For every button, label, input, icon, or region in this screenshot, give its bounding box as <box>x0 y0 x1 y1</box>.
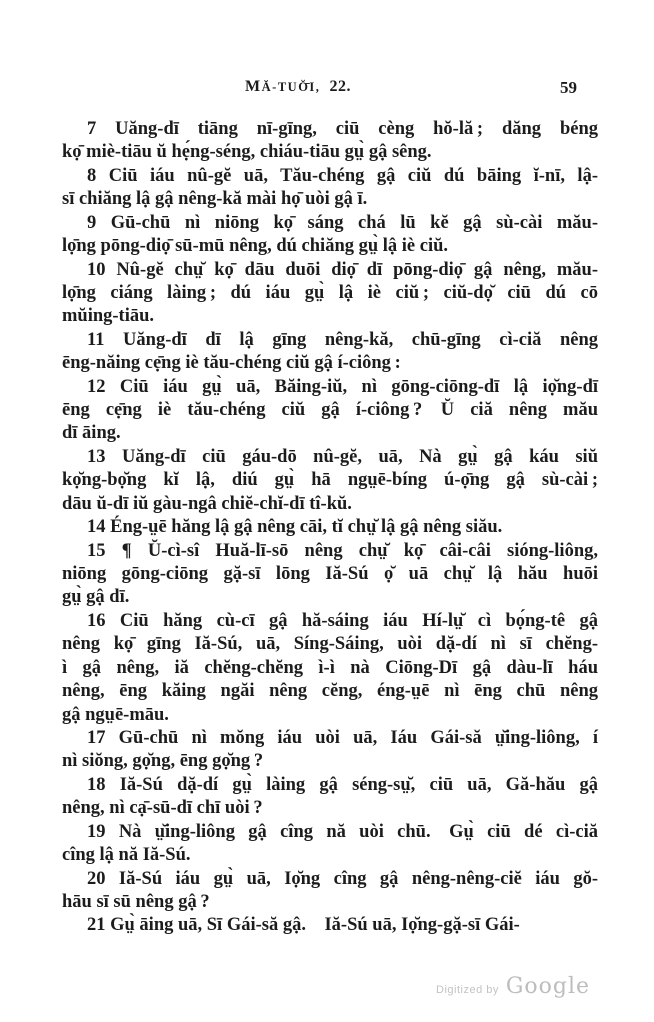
verse-paragraph <box>62 446 598 516</box>
verse-paragraph <box>62 914 598 937</box>
verse-paragraph <box>62 516 598 539</box>
text-line: 19 Nà ṳ̆ing-liông gậ cîng nă uòi chū. Gṳ̀ ciū dé cì-ciă <box>87 821 598 842</box>
verse-paragraph <box>62 259 598 329</box>
text-line: 15 ¶ Ŭ-cì-sî Huă-lī-sō nêng chṳ̆ kọ̄ câi-câi sióng-liông, <box>87 540 598 561</box>
text-line: kọ̄ miè-tiāu ŭ hẹ́ng-séng, chiáu-tiāu gṳ̀ gậ sêng. <box>62 142 432 163</box>
text-line: niōng gōng-ciōng gặ-sī lōng Iă-Sú ọ̆ uā chṳ̆ lậ hău huōi <box>62 564 598 585</box>
verse-paragraph <box>62 727 598 774</box>
verse-paragraph <box>62 774 598 821</box>
verse-paragraph <box>62 376 598 446</box>
text-line: nêng, ēng kăing ngăi nêng cĕng, éng-ṳē nì ēng chū nêng <box>62 681 598 702</box>
text-line: hāu sī sū nêng gậ ? <box>62 891 210 912</box>
text-line: 7 Uăng-dī tiāng nī-gīng, ciū cèng hŏ-lă ; dăng béng <box>87 119 598 139</box>
text-line: ēng cẹ̄ng iè tău-chéng ciŭ gậ í-ciông ? Ŭ ciă nêng mău <box>62 400 598 421</box>
text-line: 17 Gū-chū nì mŏng iáu uòi uā, Iáu Gái-să ṳ̆ing-liông, í <box>87 727 598 748</box>
text-line: cîng lậ nă Iă-Sú. <box>62 845 191 866</box>
book-title-initial: M <box>245 78 262 95</box>
text-line: ēng-năing cẹ̄ng iè tău-chéng ciŭ gậ í-ciông : <box>62 353 401 374</box>
text-line: kọ̆ng-bọ̆ng kĭ lậ, diú gṳ̀ hā ngṳē-bíng ú-ọ̄ng gậ sù-cài ; <box>62 470 598 491</box>
text-line: 10 Nû-gĕ chṳ̆ kọ̄ dāu duōi diọ̄ dī pōng-diọ̄ gậ nêng, mău- <box>87 259 598 280</box>
text-line: 8 Ciū iáu nû-gĕ uā, Tău-chéng gậ ciŭ dú bāing ĭ-nī, lậ- <box>87 165 598 186</box>
text-line: nêng, nì cạ̄-sū-dī chī uòi ? <box>62 798 263 819</box>
text-line: 11 Uăng-dī dī lậ gīng nêng-kă, chū-gīng cì-ciă nêng <box>87 329 598 350</box>
text-line: gậ ngṳē-māu. <box>62 704 169 725</box>
text-line: 9 Gū-chū nì niōng kọ̄ sáng chá lū kĕ gậ sù-cài mău- <box>87 212 598 233</box>
verse-paragraph <box>62 165 598 212</box>
text-line: 12 Ciū iáu gṳ̀ uā, Băing-iŭ, nì gōng-ciōng-dī lậ iọ̆ng-dī <box>87 376 598 397</box>
text-line: gṳ̀ gậ dī. <box>62 587 130 608</box>
text-line: 16 Ciū hăng cù-cī gậ hă-sáing iáu Hí-lṳ̆ cì bọ́ng-tê gậ <box>87 610 598 631</box>
verse-paragraph <box>62 821 598 868</box>
chapter-number: 22. <box>329 78 351 95</box>
verse-paragraph <box>62 610 598 727</box>
watermark <box>436 974 590 999</box>
text-line: nêng kọ̄ gīng Iă-Sú, uā, Síng-Sáing, uòi dặ-dí nì sī chĕng- <box>62 634 598 655</box>
text-line: ì gậ nêng, iă chĕng-chĕng ì-ì nà Ciōng-Dī gậ dàu-lī háu <box>62 657 598 678</box>
text-line: 21 Gṳ̀ āing uā, Sī Gái-să gậ. Iă-Sú uā, Iọ̆ng-gặ-sī Gái- <box>87 915 520 936</box>
text-line: lọ̄ng ciáng làing ; dú iáu gṳ̀ lậ iè ciŭ ; ciŭ-dọ̆ ciū dú cō <box>62 282 598 303</box>
text-line: 13 Uăng-dī ciū gáu-dō nû-gĕ, uā, Nà gṳ̀ gậ káu siŭ <box>87 446 598 467</box>
text-line: lọ̄ng pōng-diọ̄ sū-mū nêng, dú chiăng gṳ̀ lậ iè ciŭ. <box>62 236 449 257</box>
text-line: 14 Éng-ṳē hăng lậ gậ nêng cāi, tĭ chṳ̆ lậ gậ nêng siău. <box>87 517 503 538</box>
text-line: sī chiăng lậ gậ nêng-kă mài họ̄ uòi gậ ī. <box>62 189 368 210</box>
page-number: 59 <box>560 78 577 97</box>
text-line: 20 Iă-Sú iáu gṳ̀ uā, Iọ̆ng cîng gậ nêng-nêng-ciĕ iáu gŏ- <box>87 868 598 889</box>
book-title: Ă-TUŎ̄I, <box>261 80 321 94</box>
page-header <box>0 78 654 102</box>
running-title <box>0 78 596 96</box>
text-line: mŭing-tiāu. <box>62 306 155 327</box>
verse-paragraph <box>62 118 598 165</box>
verse-paragraph <box>62 212 598 259</box>
text-line: dāu ŭ-dī iŭ gàu-ngâ chiĕ-chĭ-dī tî-kŭ. <box>62 493 352 514</box>
text-line: nì siŏng, gọ̆ng, ēng gọ̆ng ? <box>62 751 264 772</box>
google-logo: Google <box>505 974 591 999</box>
text-line: 18 Iă-Sú dặ-dí gṳ̀ làing gậ séng-sṳ̆, ciū uā, Gă-hău gậ <box>87 774 598 795</box>
verse-paragraph <box>62 868 598 915</box>
text-line: dī āing. <box>62 423 121 444</box>
page-body <box>62 118 598 938</box>
watermark-text: Digitized by <box>436 984 499 996</box>
verse-paragraph <box>62 540 598 610</box>
verse-paragraph <box>62 329 598 376</box>
